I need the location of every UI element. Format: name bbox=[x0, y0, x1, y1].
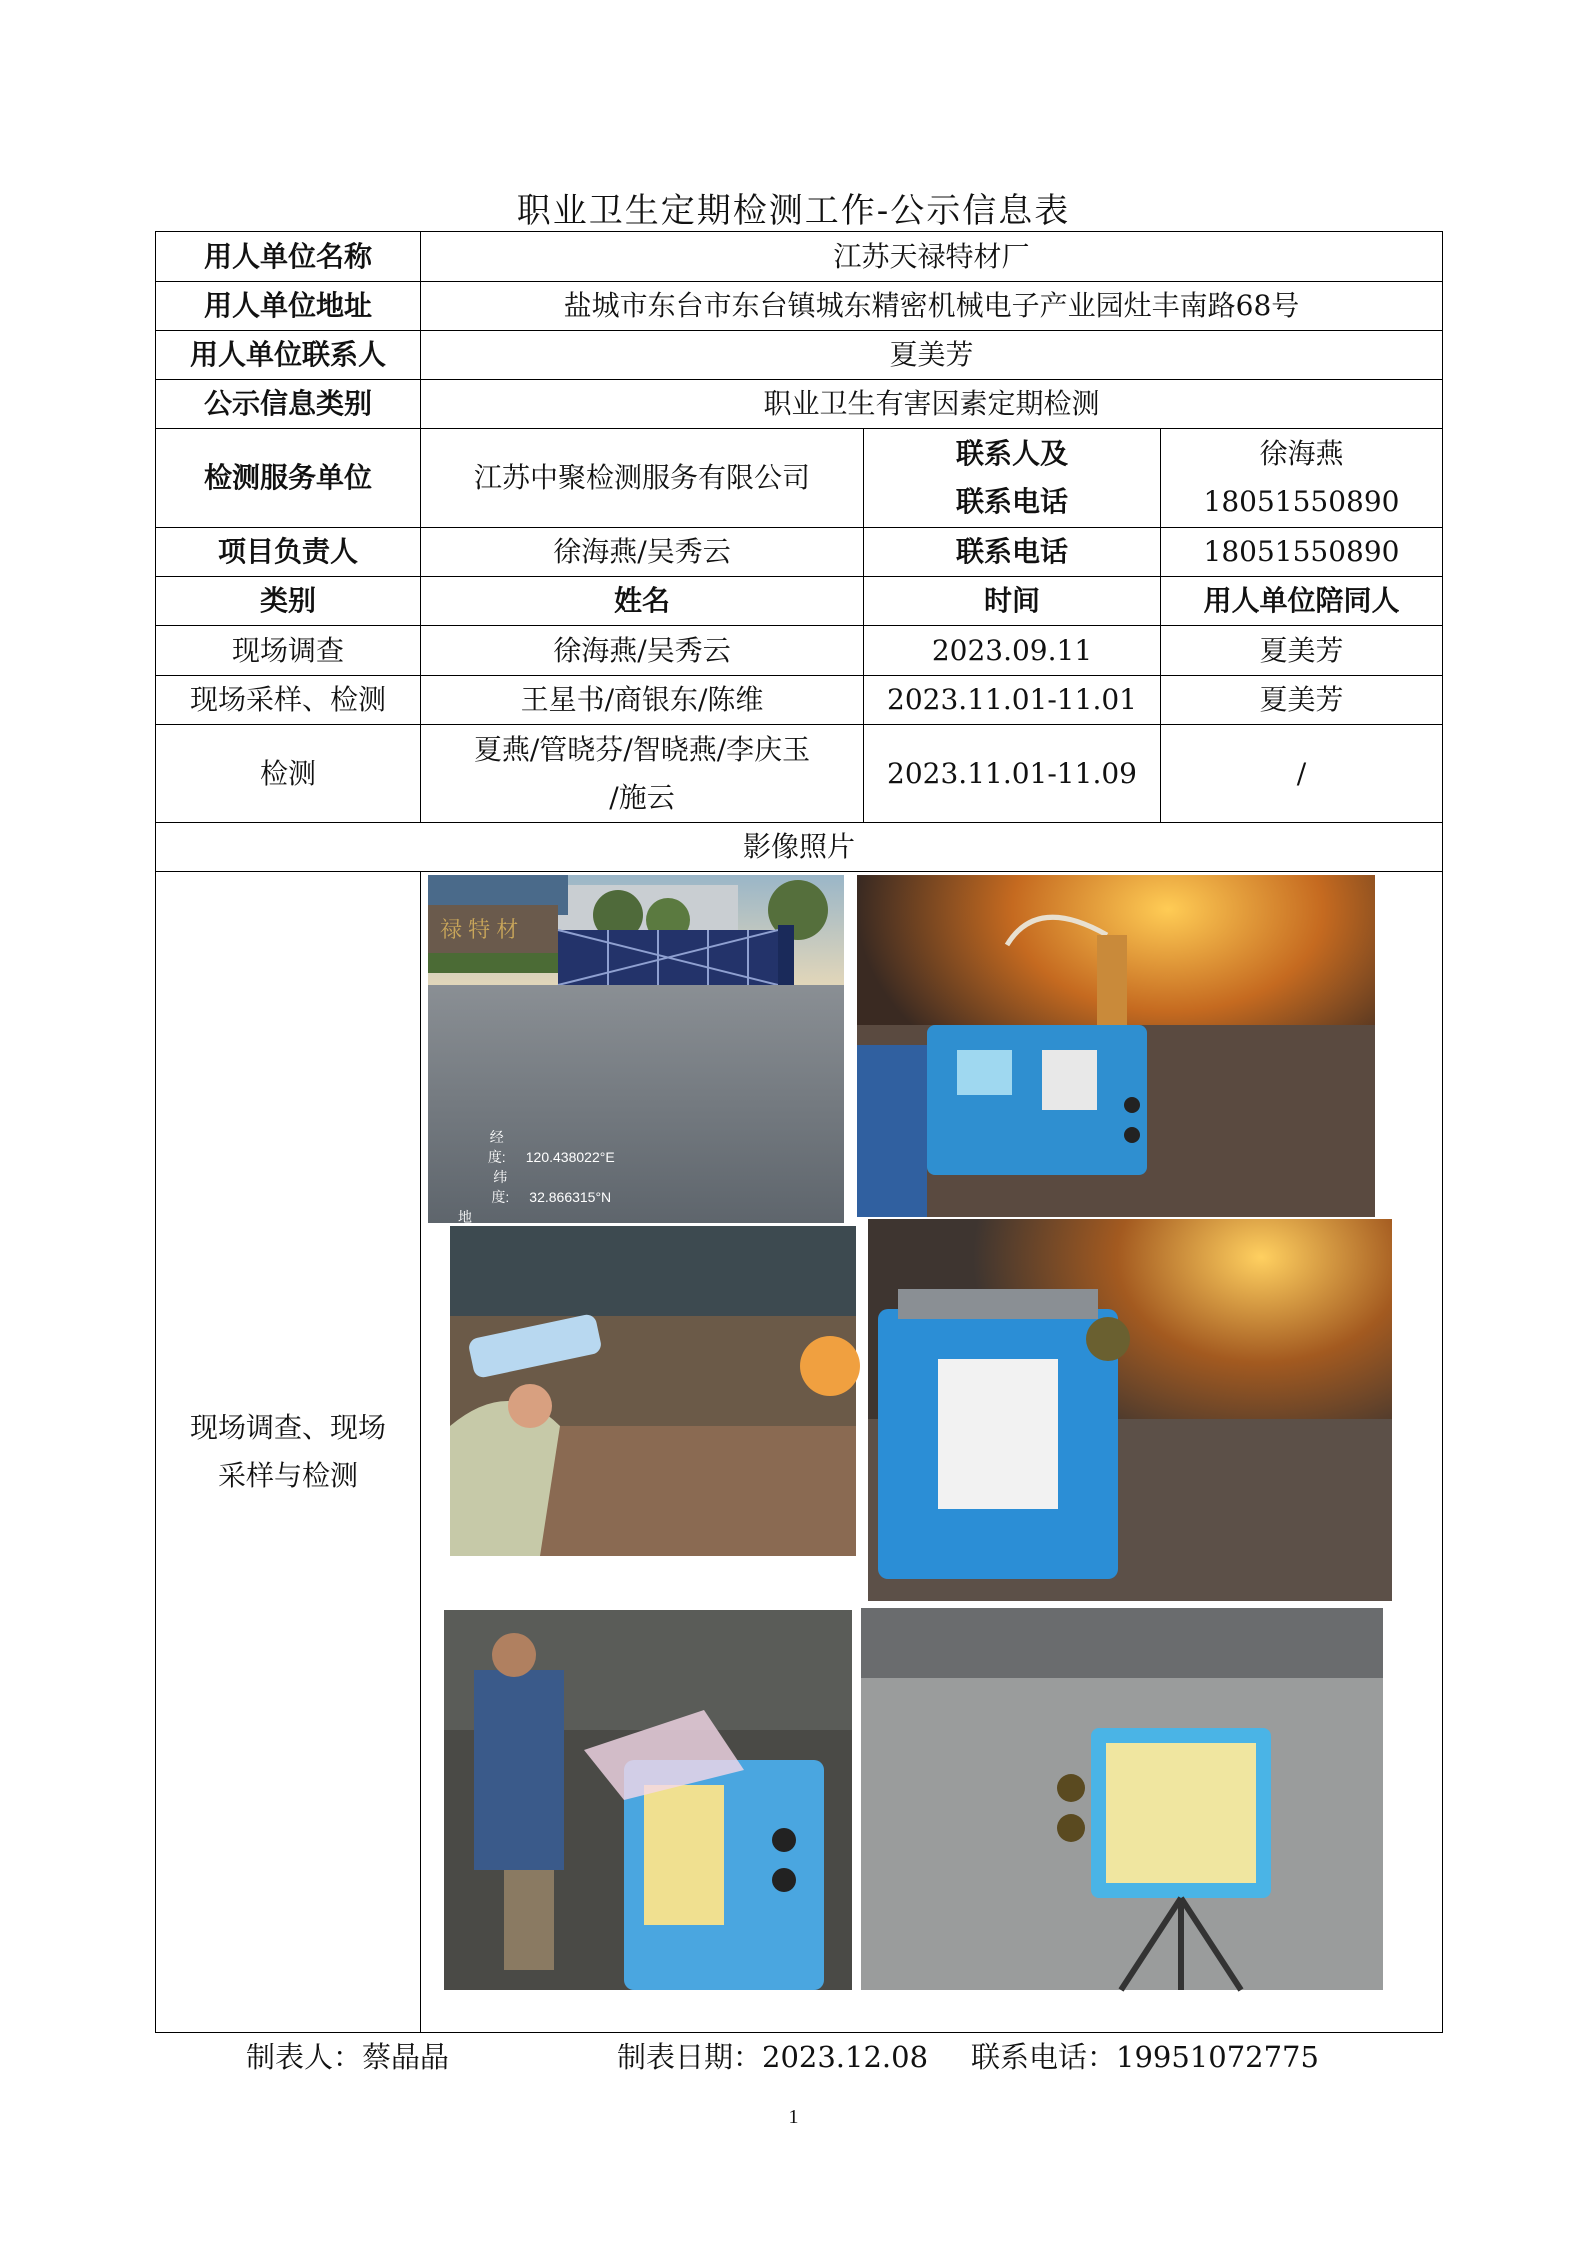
activity-time: 2023.11.01-11.09 bbox=[864, 725, 1161, 823]
employer-address: 盐城市东台市东台镇城东精密机械电子产业园灶丰南路68号 bbox=[421, 282, 1443, 331]
row-info-type bbox=[156, 380, 1443, 429]
sampler-closeup-image bbox=[868, 1219, 1392, 1601]
activity-time: 2023.09.11 bbox=[864, 626, 1161, 676]
photos-label bbox=[156, 872, 421, 2033]
photos-label-line1: 现场调查、现场 bbox=[189, 1411, 386, 1444]
employer-name: 江苏天禄特材厂 bbox=[421, 232, 1443, 282]
employer-contact-label: 用人单位联系人 bbox=[156, 331, 421, 380]
worker-sampler-image bbox=[444, 1610, 852, 1990]
row-photos bbox=[156, 872, 1443, 2033]
photo-sampler-closeup bbox=[868, 1219, 1392, 1601]
photo-grid bbox=[421, 872, 1442, 2032]
service-org: 江苏中聚检测服务有限公司 bbox=[421, 429, 864, 528]
lead-phone-label: 联系电话 bbox=[864, 528, 1161, 577]
activity-companion: / bbox=[1161, 725, 1443, 823]
sampler-furnace-image bbox=[857, 875, 1375, 1217]
activity-name bbox=[421, 725, 864, 823]
activity-name-line2: /施云 bbox=[609, 780, 675, 814]
table-row bbox=[156, 676, 1443, 725]
photo-handheld-detector bbox=[450, 1226, 856, 1556]
sampler-tripod-image bbox=[861, 1608, 1383, 1990]
service-label: 检测服务单位 bbox=[156, 429, 421, 528]
service-contact-name: 徐海燕 bbox=[1259, 437, 1344, 470]
contact-phone-label-line2: 联系电话 bbox=[955, 485, 1068, 518]
info-table bbox=[155, 231, 1443, 2033]
contact-phone-label-line1: 联系人及 bbox=[955, 437, 1068, 470]
info-type-label: 公示信息类别 bbox=[156, 380, 421, 429]
contact-phone-label bbox=[864, 429, 1161, 528]
page-title: 职业卫生定期检测工作-公示信息表 bbox=[516, 191, 1071, 231]
activity-time: 2023.11.01-11.01 bbox=[864, 676, 1161, 725]
info-type: 职业卫生有害因素定期检测 bbox=[421, 380, 1443, 429]
geo-overlay: 经 度: 120.438022°E 纬 度: 32.866315°N 地 bbox=[436, 1127, 646, 1307]
page-number: 1 bbox=[788, 2106, 799, 2128]
footer-phone: 联系电话：19951072775 bbox=[971, 2040, 1319, 2074]
row-photos-header bbox=[156, 823, 1443, 872]
header-category: 类别 bbox=[156, 577, 421, 626]
activity-category: 现场采样、检测 bbox=[156, 676, 421, 725]
handheld-detector-image bbox=[450, 1226, 856, 1556]
row-activity-header bbox=[156, 577, 1443, 626]
activity-category: 检测 bbox=[156, 725, 421, 823]
employer-address-label: 用人单位地址 bbox=[156, 282, 421, 331]
header-time: 时间 bbox=[864, 577, 1161, 626]
activity-name-line1: 夏燕/管晓芬/智晓燕/李庆玉 bbox=[473, 732, 811, 766]
project-lead-label: 项目负责人 bbox=[156, 528, 421, 577]
activity-name: 徐海燕/吴秀云 bbox=[421, 626, 864, 676]
table-row bbox=[156, 725, 1443, 823]
row-service-org bbox=[156, 429, 1443, 528]
table-row bbox=[156, 626, 1443, 676]
row-employer-address bbox=[156, 282, 1443, 331]
service-contact-phone: 18051550890 bbox=[1203, 485, 1400, 518]
activity-category: 现场调查 bbox=[156, 626, 421, 676]
footer-maker: 制表人：蔡晶晶 bbox=[246, 2040, 450, 2074]
photo-sampler-tripod bbox=[861, 1608, 1383, 1990]
activity-name: 王星书/商银东/陈维 bbox=[421, 676, 864, 725]
service-contact bbox=[1161, 429, 1443, 528]
header-companion: 用人单位陪同人 bbox=[1161, 577, 1443, 626]
employer-contact: 夏美芳 bbox=[421, 331, 1443, 380]
activity-companion: 夏美芳 bbox=[1161, 626, 1443, 676]
photos-label-line2: 采样与检测 bbox=[217, 1459, 358, 1492]
header-name: 姓名 bbox=[421, 577, 864, 626]
row-employer-contact bbox=[156, 331, 1443, 380]
row-employer-name bbox=[156, 232, 1443, 282]
lead-phone: 18051550890 bbox=[1161, 528, 1443, 577]
geo-latitude: 32.866315°N bbox=[529, 1189, 612, 1205]
photos-cell bbox=[421, 872, 1443, 2033]
photos-header: 影像照片 bbox=[156, 823, 1443, 872]
row-project-lead bbox=[156, 528, 1443, 577]
gate-sign-text: 禄 特 材 bbox=[440, 917, 519, 942]
photo-factory-gate bbox=[428, 875, 844, 1223]
footer-date: 制表日期：2023.12.08 bbox=[617, 2040, 929, 2074]
project-lead: 徐海燕/吴秀云 bbox=[421, 528, 864, 577]
activity-companion: 夏美芳 bbox=[1161, 676, 1443, 725]
employer-name-label: 用人单位名称 bbox=[156, 232, 421, 282]
photo-sampler-furnace bbox=[857, 875, 1375, 1217]
photo-worker-sampler bbox=[444, 1610, 852, 1990]
geo-longitude: 120.438022°E bbox=[525, 1149, 615, 1165]
